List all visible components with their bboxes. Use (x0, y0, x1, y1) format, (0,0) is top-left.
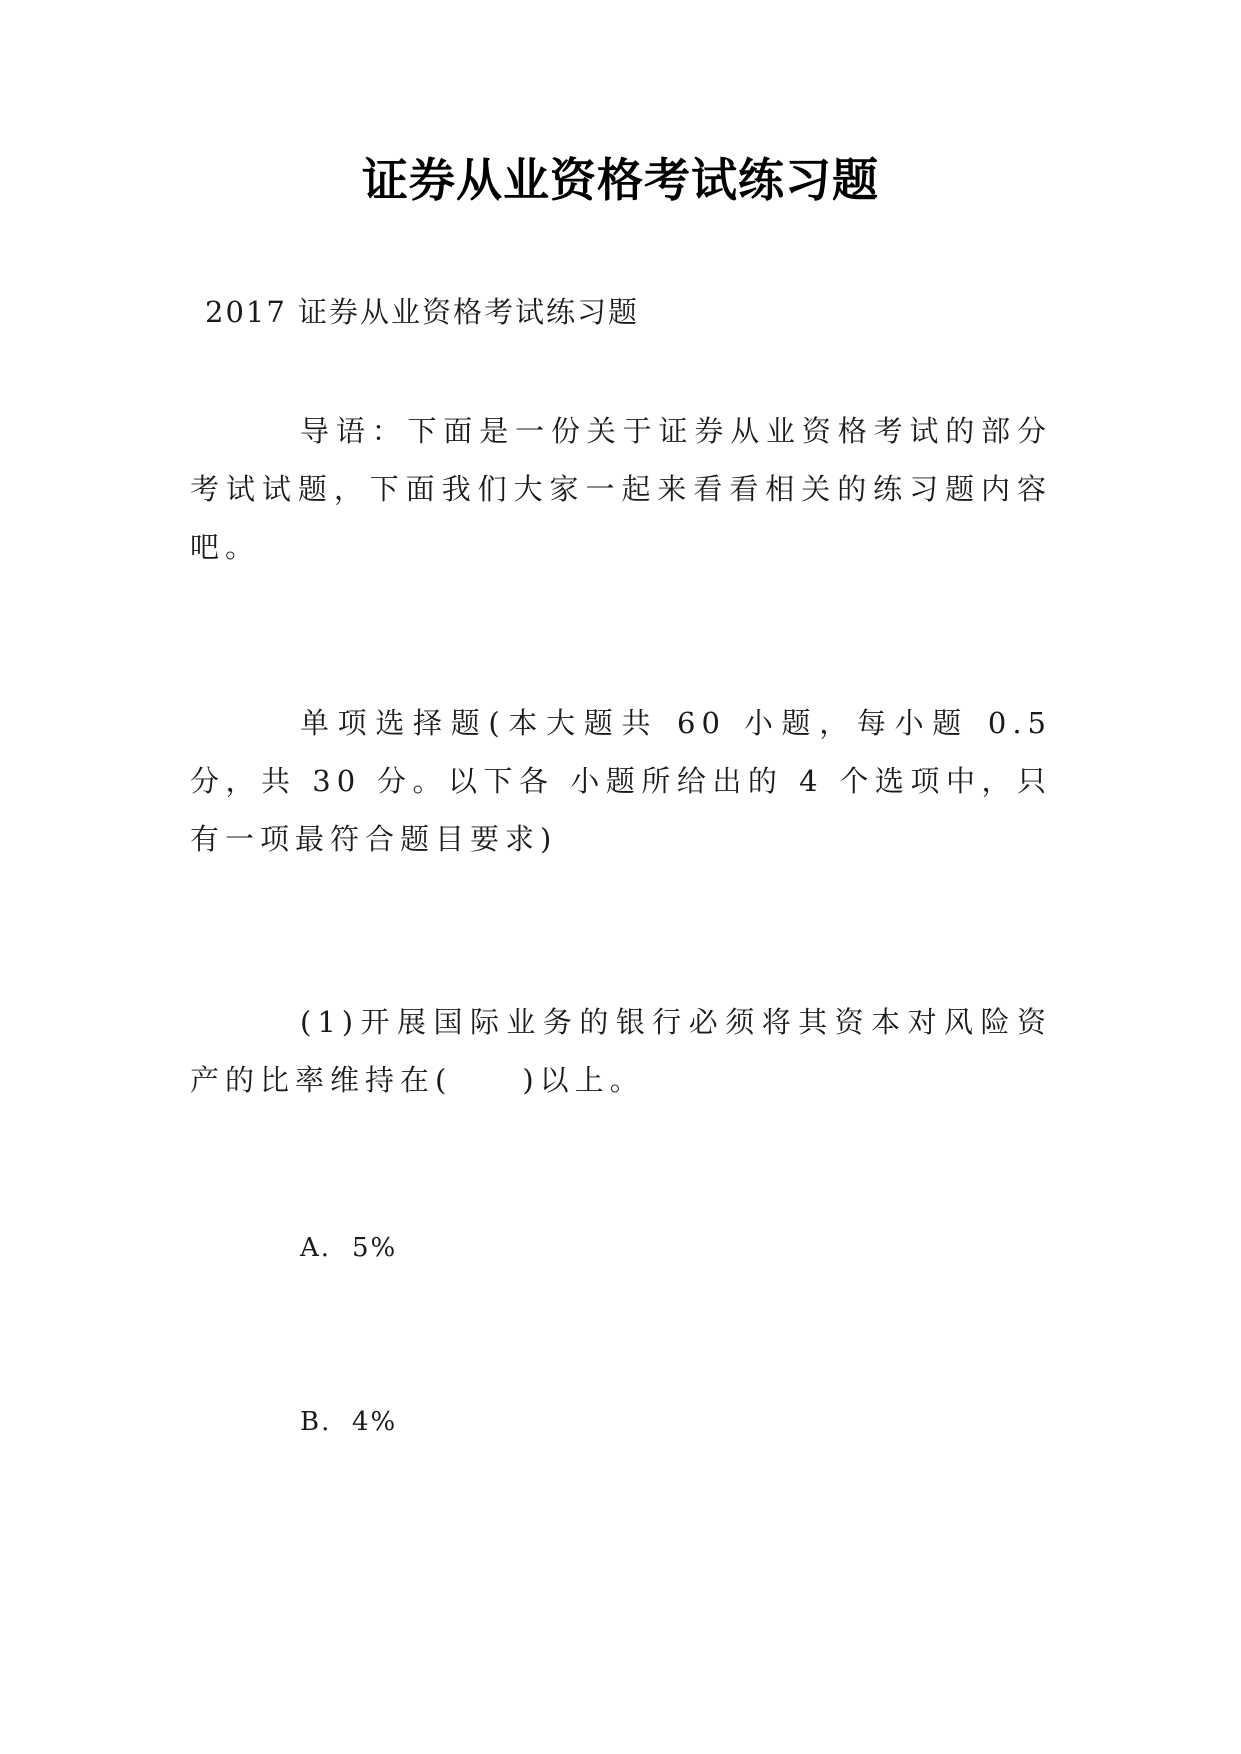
option-a-label: A. (300, 1233, 332, 1263)
intro-paragraph: 导语：下面是一份关于证券从业资格考试的部分考试试题，下面我们大家一起来看看相关的练习题内容吧。 (190, 414, 1052, 564)
option-b (300, 1402, 397, 1442)
option-b-label: B. (300, 1407, 332, 1437)
question-text: (1)开展国际业务的银行必须将其资本对风险资产的比率维持在( )以上。 (190, 1005, 1052, 1097)
option-a (300, 1228, 397, 1268)
section-instructions: 单项选择题(本大题共 60 小题，每小题 0.5 分，共 30 分。以下各 小题所给出的 4 个选项中，只有一项最符合题目要求) (190, 706, 1052, 856)
option-b-value: 4% (352, 1407, 398, 1437)
document-subtitle: 2017 证券从业资格考试练习题 (205, 295, 640, 329)
option-a-value: 5% (352, 1233, 398, 1263)
document-title: 证券从业资格考试练习题 (362, 153, 879, 207)
